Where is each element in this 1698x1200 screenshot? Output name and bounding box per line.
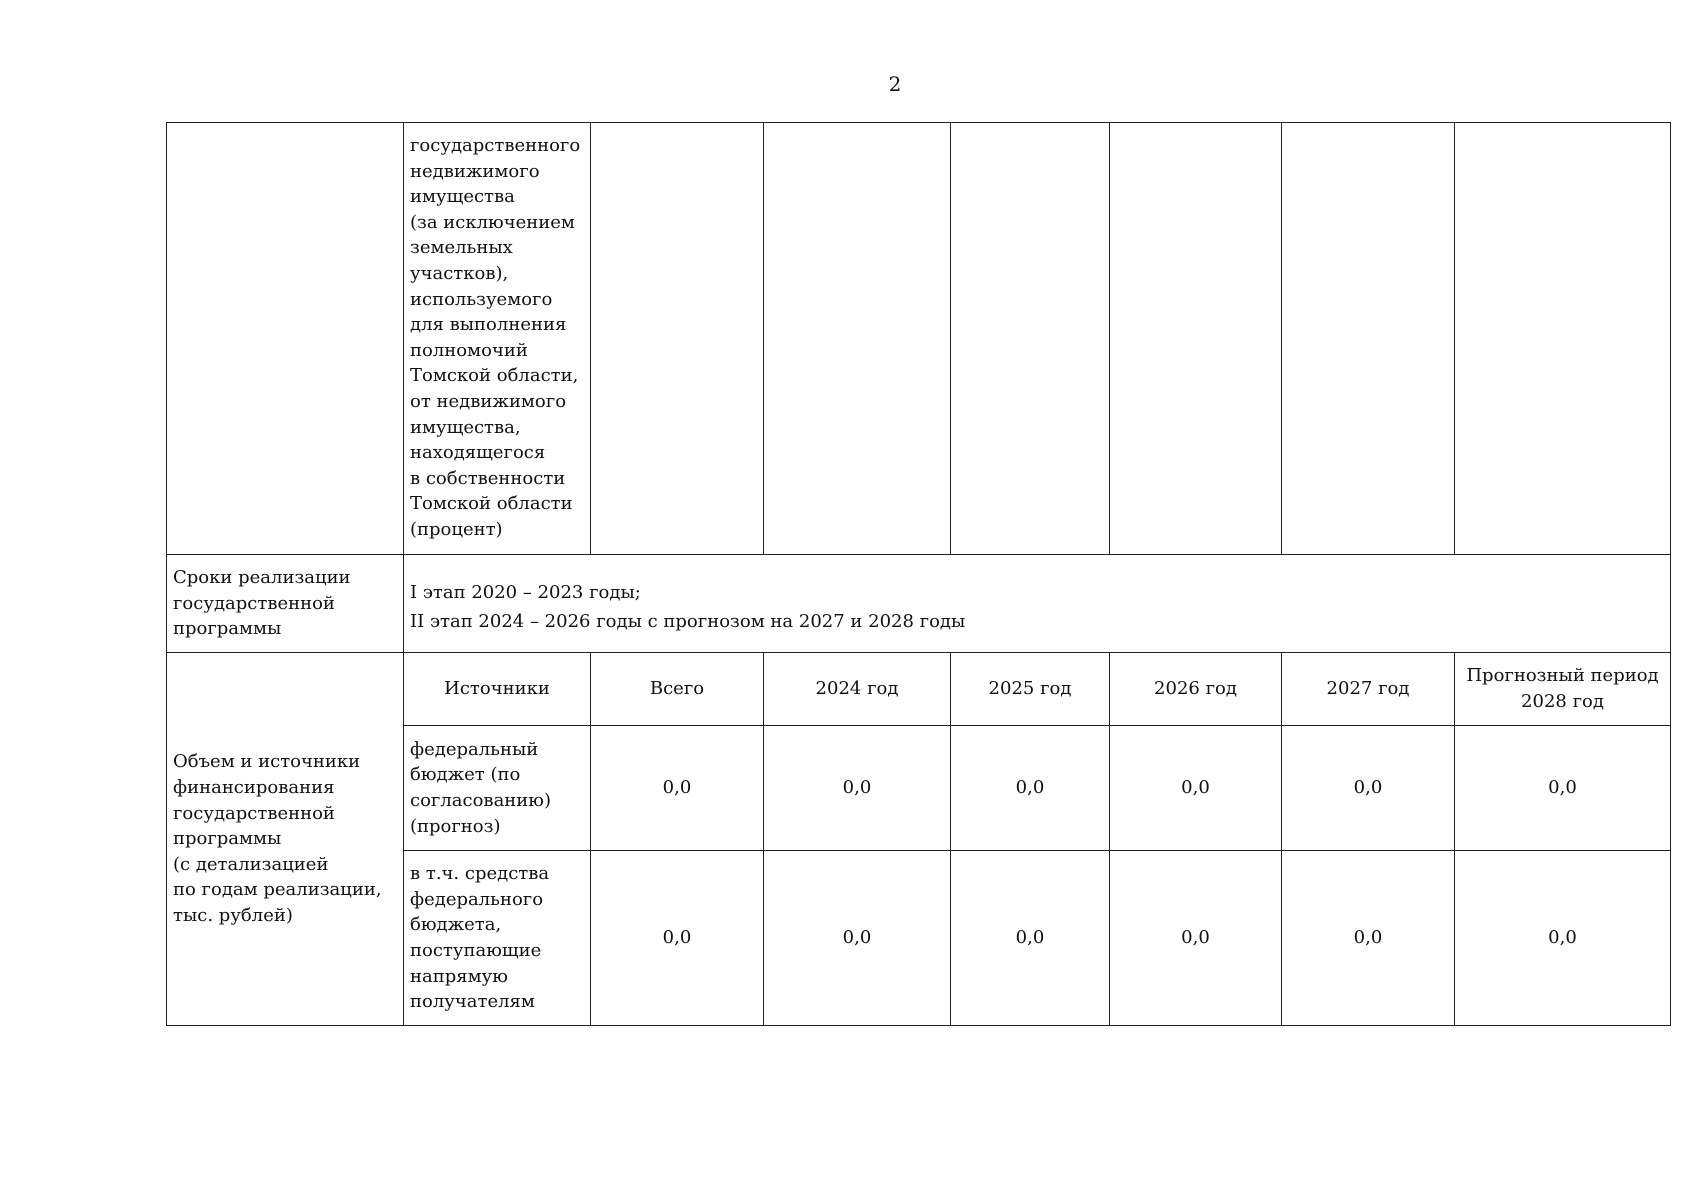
indicator-line: в собственности bbox=[410, 467, 566, 489]
indicator-name-cell bbox=[404, 123, 591, 555]
header-2024: 2024 год bbox=[764, 653, 951, 726]
indicator-empty-cell bbox=[1110, 123, 1282, 555]
indicator-line: от недвижимого bbox=[410, 390, 567, 412]
source-cell bbox=[404, 851, 591, 1026]
stage-1-text: I этап 2020 – 2023 годы; bbox=[410, 581, 641, 603]
source-cell bbox=[404, 726, 591, 851]
header-2026: 2026 год bbox=[1110, 653, 1282, 726]
indicator-line: недвижимого bbox=[410, 160, 540, 182]
value-2024: 0,0 bbox=[764, 726, 951, 851]
source-line: (прогноз) bbox=[410, 815, 501, 837]
value-total: 0,0 bbox=[591, 851, 764, 1026]
indicator-line: имущества bbox=[410, 186, 515, 208]
terms-label-line: Сроки реализации bbox=[173, 567, 351, 589]
header-2028-line2: 2028 год bbox=[1521, 691, 1604, 712]
value-2026: 0,0 bbox=[1110, 726, 1282, 851]
value-2028: 0,0 bbox=[1455, 851, 1671, 1026]
terms-label-cell bbox=[167, 555, 404, 653]
header-2027: 2027 год bbox=[1282, 653, 1455, 726]
indicator-empty-cell bbox=[951, 123, 1110, 555]
indicator-line: Томской области, bbox=[410, 365, 579, 387]
value-2026: 0,0 bbox=[1110, 851, 1282, 1026]
financing-label-line: Объем и источники bbox=[173, 751, 361, 773]
indicator-line: Томской области bbox=[410, 493, 573, 515]
value-2028: 0,0 bbox=[1455, 726, 1671, 851]
header-2025: 2025 год bbox=[951, 653, 1110, 726]
source-line: бюджет (по bbox=[410, 764, 521, 786]
header-sources: Источники bbox=[404, 653, 591, 726]
indicator-label-cell bbox=[167, 123, 404, 555]
indicator-line: используемого bbox=[410, 288, 553, 310]
financing-label-line: программы bbox=[173, 828, 282, 850]
financing-label-line: финансирования bbox=[173, 777, 335, 799]
source-line: в т.ч. средства bbox=[410, 863, 550, 885]
value-2024: 0,0 bbox=[764, 851, 951, 1026]
value-2025: 0,0 bbox=[951, 726, 1110, 851]
source-line: согласованию) bbox=[410, 790, 551, 811]
indicator-empty-cell bbox=[591, 123, 764, 555]
indicator-line: для выполнения bbox=[410, 314, 567, 336]
source-line: бюджета, bbox=[410, 914, 502, 936]
financing-label-line: по годам реализации, bbox=[173, 879, 382, 901]
value-2027: 0,0 bbox=[1282, 726, 1455, 851]
indicator-line: находящегося bbox=[410, 442, 546, 464]
indicator-line: имущества, bbox=[410, 416, 521, 438]
financing-header-row bbox=[167, 653, 1671, 726]
stage-2-text: II этап 2024 – 2026 годы с прогнозом на 2027 и 2028 годы bbox=[410, 610, 966, 632]
financing-label-line: тыс. рублей) bbox=[173, 904, 293, 926]
indicator-line: земельных bbox=[410, 237, 513, 259]
indicator-line: участков), bbox=[410, 262, 509, 284]
terms-label-line: государственной bbox=[173, 592, 335, 614]
terms-label-line: программы bbox=[173, 618, 282, 640]
program-passport-table bbox=[166, 122, 1671, 1026]
financing-label-line: (с детализацией bbox=[173, 853, 329, 875]
source-line: напрямую bbox=[410, 965, 508, 987]
indicator-empty-cell bbox=[764, 123, 951, 555]
terms-value-cell bbox=[404, 555, 1671, 653]
source-line: федеральный bbox=[410, 738, 539, 760]
header-2028 bbox=[1455, 653, 1671, 726]
source-line: поступающие bbox=[410, 940, 542, 961]
value-2025: 0,0 bbox=[951, 851, 1110, 1026]
indicator-continuation-row bbox=[167, 123, 1671, 555]
source-line: получателям bbox=[410, 991, 535, 1013]
value-total: 0,0 bbox=[591, 726, 764, 851]
indicator-empty-cell bbox=[1455, 123, 1671, 555]
indicator-line: (за исключением bbox=[410, 211, 575, 233]
indicator-empty-cell bbox=[1282, 123, 1455, 555]
value-2027: 0,0 bbox=[1282, 851, 1455, 1026]
source-line: федерального bbox=[410, 888, 544, 910]
page-number: 2 bbox=[888, 72, 902, 96]
indicator-line: государственного bbox=[410, 135, 581, 156]
header-total: Всего bbox=[591, 653, 764, 726]
header-2028-line1: Прогнозный период bbox=[1466, 665, 1659, 687]
financing-label-line: государственной bbox=[173, 802, 335, 824]
indicator-line: полномочий bbox=[410, 339, 528, 361]
financing-label-cell bbox=[167, 653, 404, 1026]
indicator-line: (процент) bbox=[410, 518, 503, 540]
terms-row bbox=[167, 555, 1671, 653]
